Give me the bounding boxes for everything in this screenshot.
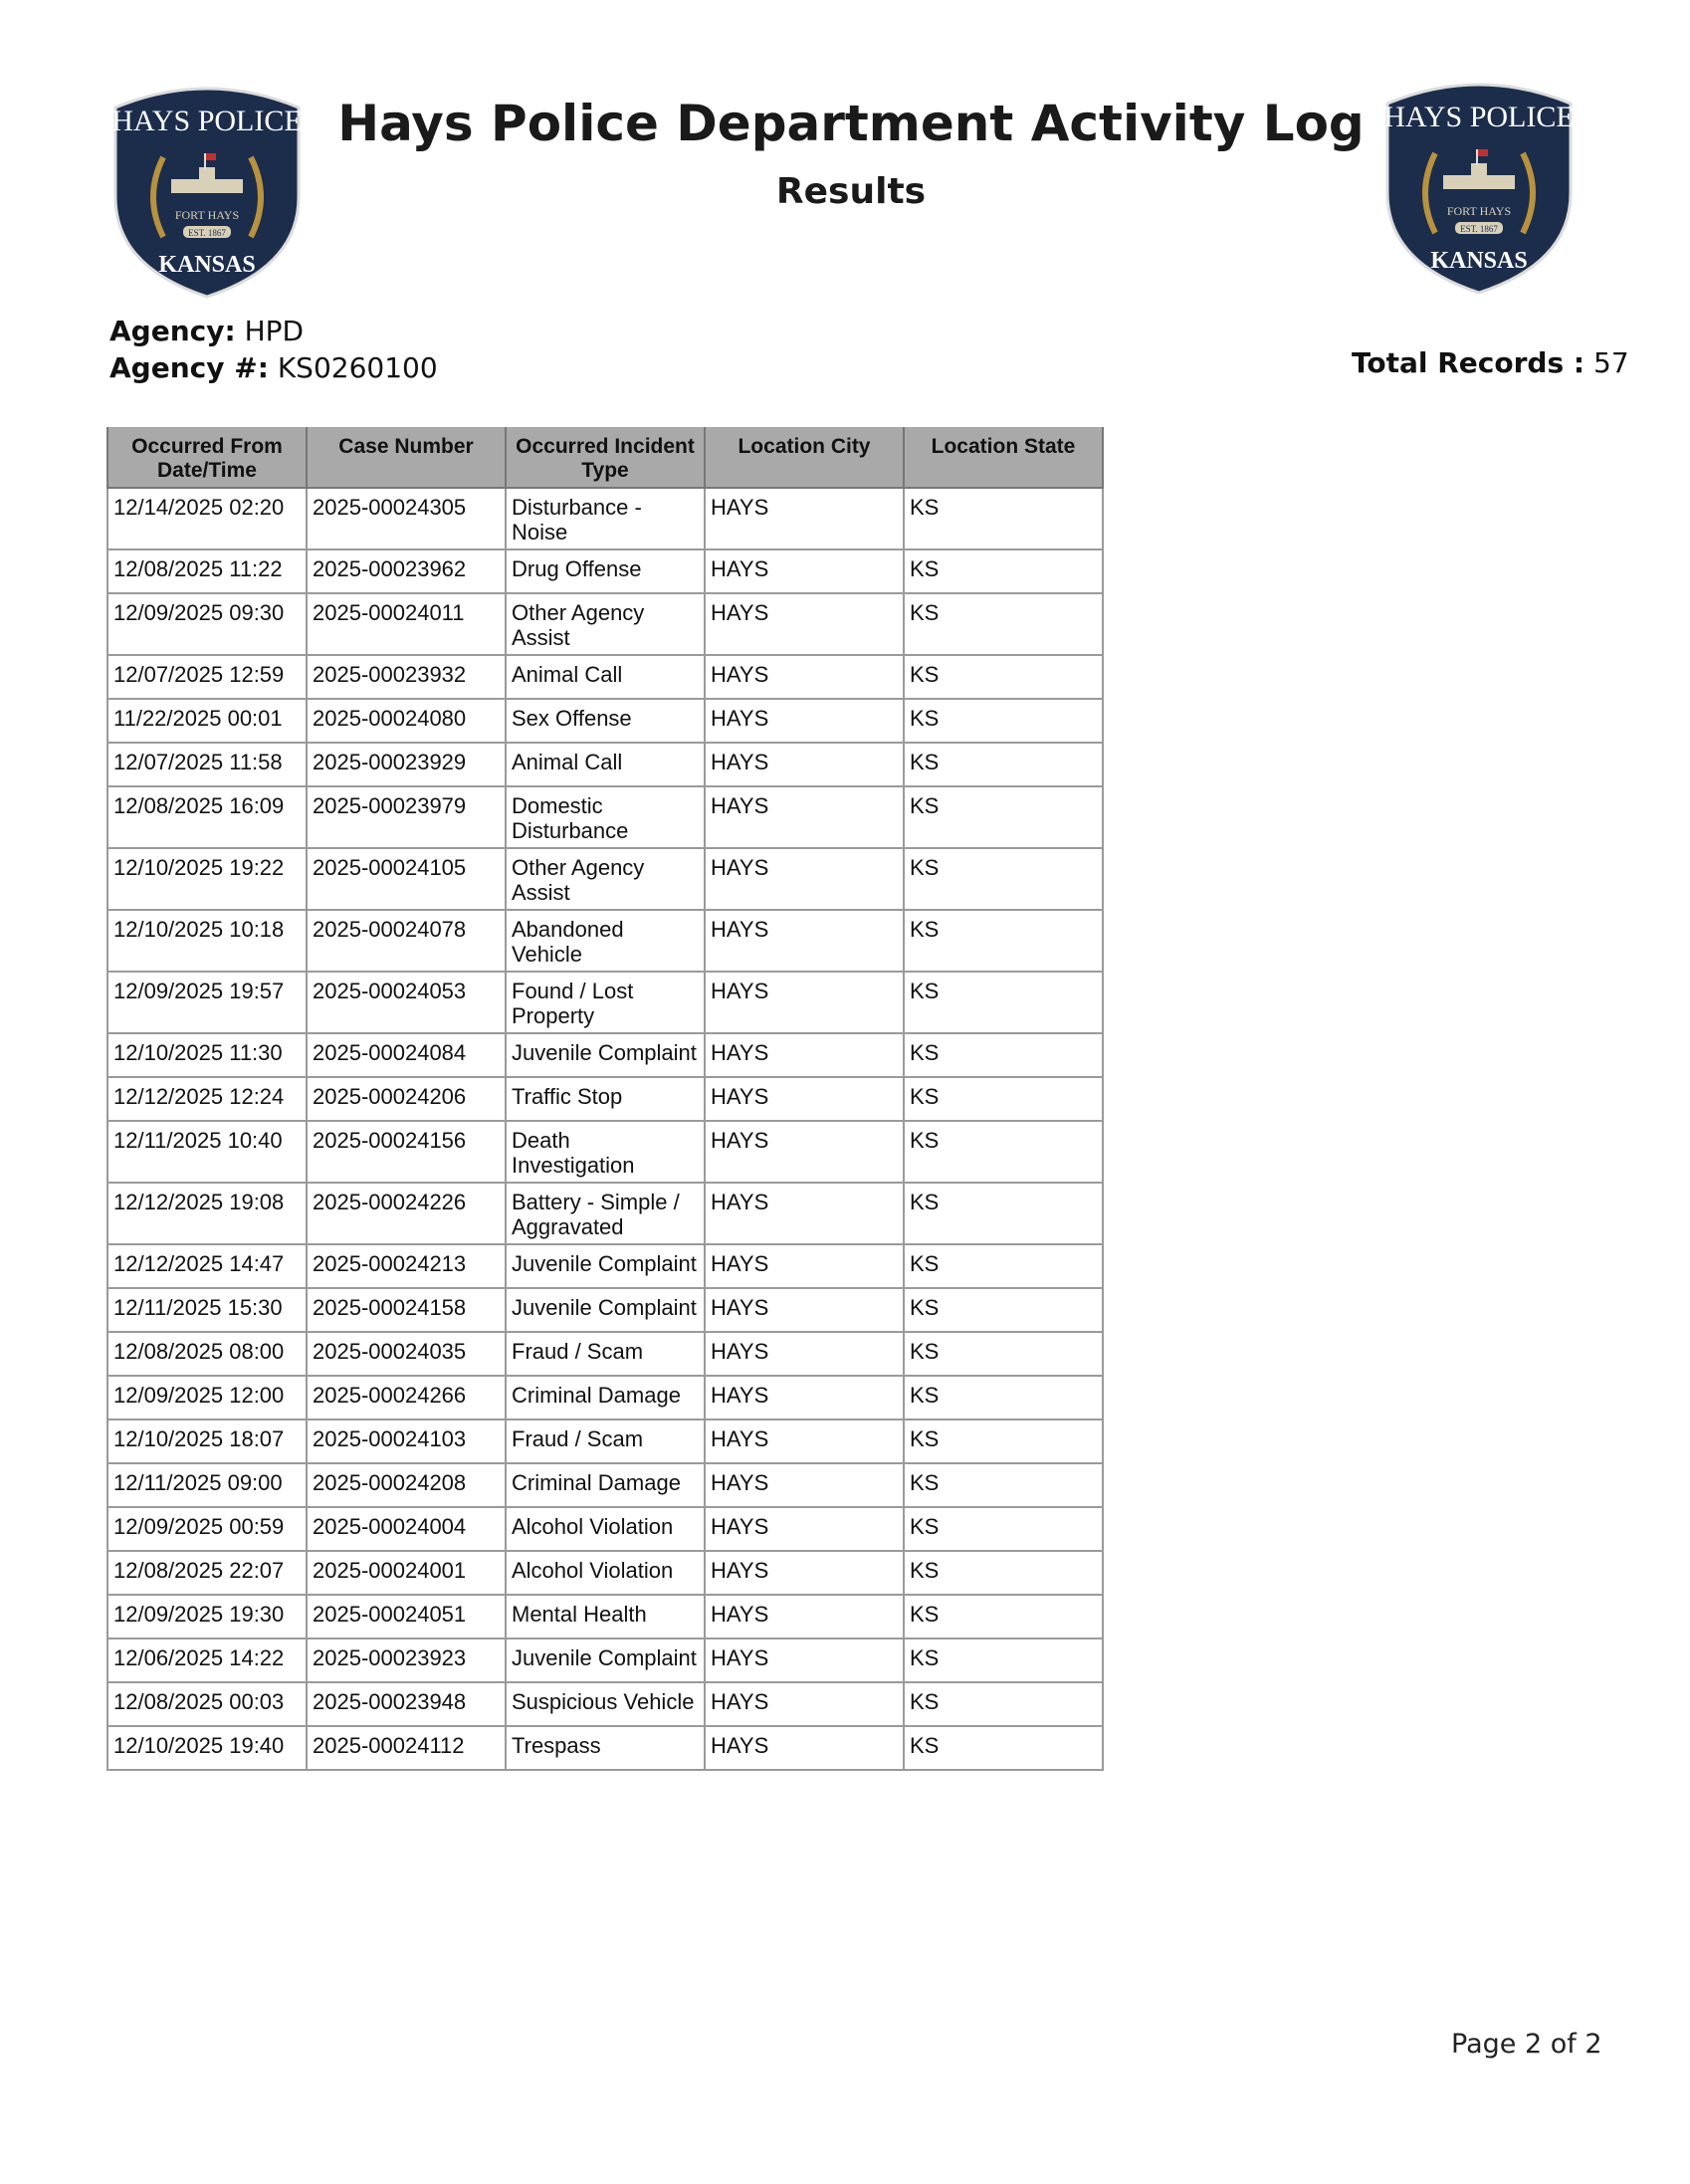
cell-incident-type: Mental Health <box>506 1595 705 1638</box>
cell-case-number: 2025-00024105 <box>307 848 506 910</box>
agency-number-line <box>109 349 438 386</box>
cell-case-number: 2025-00024213 <box>307 1244 506 1288</box>
cell-case-number: 2025-00024051 <box>307 1595 506 1638</box>
cell-incident-type: Fraud / Scam <box>506 1420 705 1463</box>
table-row <box>107 1507 1103 1551</box>
agency-value: HPD <box>244 315 305 347</box>
cell-location-city: HAYS <box>705 1288 904 1332</box>
table-row <box>107 1420 1103 1463</box>
cell-incident-type: Battery - Simple / Aggravated <box>506 1183 705 1244</box>
total-records <box>1352 346 1629 379</box>
badge-bottom-text: KANSAS <box>1430 248 1528 274</box>
cell-location-state: KS <box>904 1507 1103 1551</box>
cell-location-state: KS <box>904 655 1103 699</box>
agency-number-value: KS0260100 <box>277 351 438 384</box>
cell-case-number: 2025-00024305 <box>307 488 506 549</box>
cell-incident-type: Found / Lost Property <box>506 972 705 1033</box>
cell-location-state: KS <box>904 1682 1103 1726</box>
table-row <box>107 1077 1103 1121</box>
cell-occurred-datetime: 12/10/2025 11:30 <box>107 1033 307 1077</box>
table-row <box>107 1033 1103 1077</box>
cell-location-state: KS <box>904 1638 1103 1682</box>
cell-case-number: 2025-00024084 <box>307 1033 506 1077</box>
badge-top-text: HAYS POLICE <box>1383 101 1575 133</box>
table-row <box>107 549 1103 593</box>
cell-incident-type: Other Agency Assist <box>506 848 705 910</box>
badge-est-text: EST. 1867 <box>188 228 226 238</box>
cell-case-number: 2025-00023962 <box>307 549 506 593</box>
cell-incident-type: Suspicious Vehicle <box>506 1682 705 1726</box>
table-row <box>107 1463 1103 1507</box>
page-title: Hays Police Department Activity Log <box>337 95 1365 152</box>
cell-location-state: KS <box>904 1463 1103 1507</box>
cell-location-state: KS <box>904 1551 1103 1595</box>
cell-occurred-datetime: 12/11/2025 09:00 <box>107 1463 307 1507</box>
table-row <box>107 655 1103 699</box>
cell-location-state: KS <box>904 1420 1103 1463</box>
cell-case-number: 2025-00024156 <box>307 1121 506 1183</box>
cell-occurred-datetime: 12/09/2025 12:00 <box>107 1376 307 1420</box>
table-row <box>107 743 1103 786</box>
cell-case-number: 2025-00023932 <box>307 655 506 699</box>
cell-location-state: KS <box>904 910 1103 972</box>
cell-incident-type: Animal Call <box>506 655 705 699</box>
total-records-label: Total Records : <box>1352 346 1585 379</box>
page-number: Page 2 of 2 <box>1451 2029 1602 2060</box>
cell-occurred-datetime: 12/09/2025 00:59 <box>107 1507 307 1551</box>
cell-occurred-datetime: 12/09/2025 19:30 <box>107 1595 307 1638</box>
cell-occurred-datetime: 12/10/2025 19:22 <box>107 848 307 910</box>
cell-location-city: HAYS <box>705 786 904 848</box>
table-header-row <box>107 427 1103 488</box>
badge-fort-text: FORT HAYS <box>174 208 240 222</box>
cell-incident-type: Traffic Stop <box>506 1077 705 1121</box>
cell-incident-type: Drug Offense <box>506 549 705 593</box>
cell-location-city: HAYS <box>705 848 904 910</box>
table-body <box>107 488 1103 1770</box>
cell-occurred-datetime: 11/22/2025 00:01 <box>107 699 307 743</box>
column-header-incident-type: Occurred Incident Type <box>506 427 705 488</box>
cell-case-number: 2025-00024011 <box>307 593 506 655</box>
cell-case-number: 2025-00024004 <box>307 1507 506 1551</box>
cell-location-city: HAYS <box>705 1376 904 1420</box>
cell-location-state: KS <box>904 1033 1103 1077</box>
cell-incident-type: Juvenile Complaint <box>506 1638 705 1682</box>
table-row <box>107 1726 1103 1770</box>
cell-incident-type: Juvenile Complaint <box>506 1288 705 1332</box>
cell-location-state: KS <box>904 743 1103 786</box>
agency-line <box>109 313 438 349</box>
table-row <box>107 848 1103 910</box>
cell-occurred-datetime: 12/11/2025 15:30 <box>107 1288 307 1332</box>
cell-occurred-datetime: 12/10/2025 18:07 <box>107 1420 307 1463</box>
cell-occurred-datetime: 12/14/2025 02:20 <box>107 488 307 549</box>
cell-location-city: HAYS <box>705 1332 904 1376</box>
cell-location-city: HAYS <box>705 1463 904 1507</box>
cell-location-city: HAYS <box>705 1077 904 1121</box>
cell-occurred-datetime: 12/10/2025 19:40 <box>107 1726 307 1770</box>
cell-location-city: HAYS <box>705 1551 904 1595</box>
cell-location-city: HAYS <box>705 972 904 1033</box>
cell-occurred-datetime: 12/08/2025 00:03 <box>107 1682 307 1726</box>
cell-incident-type: Other Agency Assist <box>506 593 705 655</box>
cell-occurred-datetime: 12/12/2025 14:47 <box>107 1244 307 1288</box>
agency-info <box>109 313 438 386</box>
table-row <box>107 1121 1103 1183</box>
activity-log-table <box>106 427 1104 1771</box>
cell-case-number: 2025-00024078 <box>307 910 506 972</box>
cell-location-state: KS <box>904 1244 1103 1288</box>
badge-fort-text: FORT HAYS <box>1446 204 1512 218</box>
table-row <box>107 1682 1103 1726</box>
table-row <box>107 1332 1103 1376</box>
cell-location-city: HAYS <box>705 488 904 549</box>
cell-occurred-datetime: 12/06/2025 14:22 <box>107 1638 307 1682</box>
badge-bottom-text: KANSAS <box>158 252 256 278</box>
table-row <box>107 1551 1103 1595</box>
cell-occurred-datetime: 12/11/2025 10:40 <box>107 1121 307 1183</box>
cell-case-number: 2025-00024158 <box>307 1288 506 1332</box>
cell-incident-type: Juvenile Complaint <box>506 1244 705 1288</box>
cell-case-number: 2025-00024080 <box>307 699 506 743</box>
cell-location-state: KS <box>904 1121 1103 1183</box>
cell-incident-type: Trespass <box>506 1726 705 1770</box>
cell-occurred-datetime: 12/09/2025 19:57 <box>107 972 307 1033</box>
agency-number-label: Agency #: <box>109 351 269 384</box>
cell-location-city: HAYS <box>705 1420 904 1463</box>
total-records-value: 57 <box>1593 346 1629 379</box>
cell-case-number: 2025-00024053 <box>307 972 506 1033</box>
cell-occurred-datetime: 12/07/2025 12:59 <box>107 655 307 699</box>
cell-location-city: HAYS <box>705 655 904 699</box>
cell-location-city: HAYS <box>705 743 904 786</box>
cell-incident-type: Animal Call <box>506 743 705 786</box>
table-row <box>107 786 1103 848</box>
cell-incident-type: Fraud / Scam <box>506 1332 705 1376</box>
cell-incident-type: Sex Offense <box>506 699 705 743</box>
column-header-case-number: Case Number <box>307 427 506 488</box>
cell-case-number: 2025-00024035 <box>307 1332 506 1376</box>
table-row <box>107 488 1103 549</box>
cell-case-number: 2025-00023948 <box>307 1682 506 1726</box>
cell-location-state: KS <box>904 786 1103 848</box>
cell-location-state: KS <box>904 1726 1103 1770</box>
cell-occurred-datetime: 12/08/2025 16:09 <box>107 786 307 848</box>
cell-location-city: HAYS <box>705 910 904 972</box>
cell-case-number: 2025-00023929 <box>307 743 506 786</box>
cell-case-number: 2025-00024112 <box>307 1726 506 1770</box>
table-row <box>107 972 1103 1033</box>
cell-location-state: KS <box>904 549 1103 593</box>
cell-location-state: KS <box>904 1332 1103 1376</box>
cell-location-state: KS <box>904 1595 1103 1638</box>
cell-location-city: HAYS <box>705 593 904 655</box>
cell-case-number: 2025-00024206 <box>307 1077 506 1121</box>
cell-case-number: 2025-00023979 <box>307 786 506 848</box>
cell-incident-type: Abandoned Vehicle <box>506 910 705 972</box>
cell-location-state: KS <box>904 699 1103 743</box>
cell-incident-type: Death Investigation <box>506 1121 705 1183</box>
cell-location-city: HAYS <box>705 1638 904 1682</box>
cell-incident-type: Alcohol Violation <box>506 1507 705 1551</box>
table-row <box>107 699 1103 743</box>
cell-location-city: HAYS <box>705 1682 904 1726</box>
table-row <box>107 1638 1103 1682</box>
page-subtitle: Results <box>775 171 927 212</box>
cell-location-state: KS <box>904 972 1103 1033</box>
cell-location-city: HAYS <box>705 1244 904 1288</box>
cell-case-number: 2025-00024266 <box>307 1376 506 1420</box>
column-header-location-city: Location City <box>705 427 904 488</box>
cell-location-state: KS <box>904 593 1103 655</box>
cell-case-number: 2025-00024226 <box>307 1183 506 1244</box>
cell-occurred-datetime: 12/12/2025 19:08 <box>107 1183 307 1244</box>
cell-occurred-datetime: 12/08/2025 22:07 <box>107 1551 307 1595</box>
cell-location-state: KS <box>904 1077 1103 1121</box>
cell-location-city: HAYS <box>705 1507 904 1551</box>
cell-incident-type: Domestic Disturbance <box>506 786 705 848</box>
table-row <box>107 593 1103 655</box>
cell-location-state: KS <box>904 1288 1103 1332</box>
cell-incident-type: Disturbance - Noise <box>506 488 705 549</box>
cell-occurred-datetime: 12/07/2025 11:58 <box>107 743 307 786</box>
cell-occurred-datetime: 12/08/2025 08:00 <box>107 1332 307 1376</box>
cell-location-city: HAYS <box>705 1121 904 1183</box>
column-header-occurred-from: Occurred From Date/Time <box>107 427 307 488</box>
cell-case-number: 2025-00024208 <box>307 1463 506 1507</box>
cell-location-state: KS <box>904 488 1103 549</box>
cell-location-city: HAYS <box>705 1033 904 1077</box>
cell-occurred-datetime: 12/12/2025 12:24 <box>107 1077 307 1121</box>
cell-occurred-datetime: 12/09/2025 09:30 <box>107 593 307 655</box>
table-row <box>107 910 1103 972</box>
cell-location-city: HAYS <box>705 1183 904 1244</box>
cell-location-city: HAYS <box>705 699 904 743</box>
cell-location-city: HAYS <box>705 1595 904 1638</box>
cell-case-number: 2025-00023923 <box>307 1638 506 1682</box>
cell-occurred-datetime: 12/08/2025 11:22 <box>107 549 307 593</box>
cell-location-city: HAYS <box>705 549 904 593</box>
cell-incident-type: Alcohol Violation <box>506 1551 705 1595</box>
table-row <box>107 1183 1103 1244</box>
cell-location-city: HAYS <box>705 1726 904 1770</box>
cell-incident-type: Juvenile Complaint <box>506 1033 705 1077</box>
cell-case-number: 2025-00024001 <box>307 1551 506 1595</box>
table-row <box>107 1288 1103 1332</box>
table-row <box>107 1244 1103 1288</box>
cell-case-number: 2025-00024103 <box>307 1420 506 1463</box>
cell-incident-type: Criminal Damage <box>506 1463 705 1507</box>
table-row <box>107 1595 1103 1638</box>
table-row <box>107 1376 1103 1420</box>
agency-label: Agency: <box>109 315 236 347</box>
cell-location-state: KS <box>904 1376 1103 1420</box>
cell-location-state: KS <box>904 1183 1103 1244</box>
cell-occurred-datetime: 12/10/2025 10:18 <box>107 910 307 972</box>
column-header-location-state: Location State <box>904 427 1103 488</box>
badge-top-text: HAYS POLICE <box>111 105 303 137</box>
badge-est-text: EST. 1867 <box>1460 224 1498 234</box>
cell-incident-type: Criminal Damage <box>506 1376 705 1420</box>
cell-location-state: KS <box>904 848 1103 910</box>
